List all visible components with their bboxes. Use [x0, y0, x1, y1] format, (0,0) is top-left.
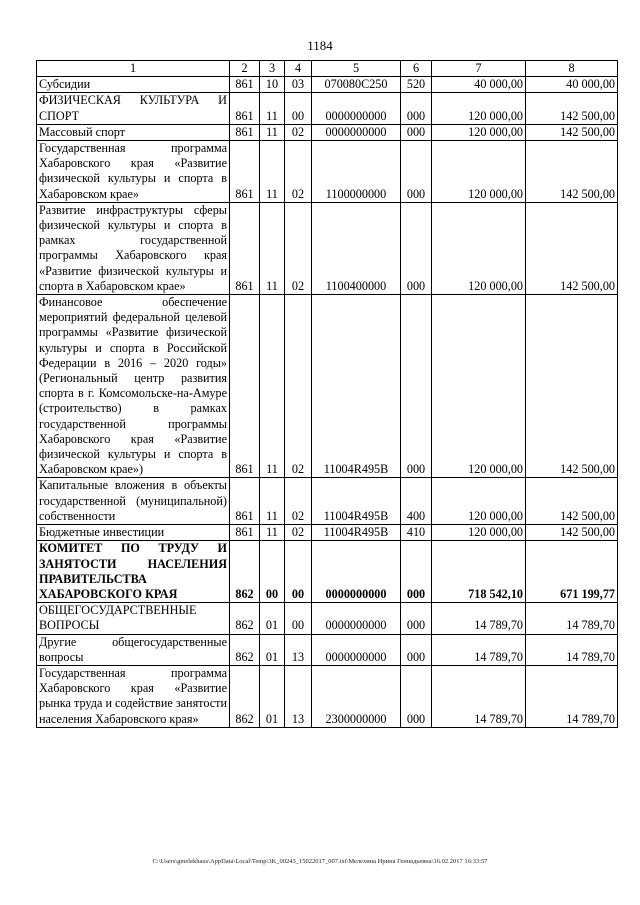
header-col-1: 1 — [37, 61, 230, 77]
row-amount-year-1: 40 000,00 — [432, 77, 526, 93]
page-number: 1184 — [307, 38, 333, 53]
header-col-3: 3 — [260, 61, 285, 77]
row-admin-code: 862 — [230, 665, 260, 727]
table-row — [37, 295, 618, 478]
row-amount-year-2: 142 500,00 — [526, 124, 618, 140]
row-amount-year-2: 671 199,77 — [526, 541, 618, 603]
row-name: Капитальные вложения в объекты государственной (муниципальной) собственности — [37, 478, 230, 525]
row-admin-code: 862 — [230, 634, 260, 665]
table-row — [37, 93, 618, 124]
row-amount-year-2: 142 500,00 — [526, 202, 618, 294]
row-amount-year-1: 120 000,00 — [432, 124, 526, 140]
row-subsection: 02 — [285, 295, 312, 478]
row-section: 11 — [260, 478, 285, 525]
table-row — [37, 634, 618, 665]
row-amount-year-1: 120 000,00 — [432, 93, 526, 124]
row-subsection: 00 — [285, 93, 312, 124]
row-amount-year-2: 142 500,00 — [526, 525, 618, 541]
row-subsection: 02 — [285, 202, 312, 294]
row-target-article: 0000000000 — [312, 603, 401, 634]
row-expense-type: 000 — [401, 665, 432, 727]
row-section: 11 — [260, 93, 285, 124]
table-row — [37, 478, 618, 525]
row-section: 11 — [260, 202, 285, 294]
row-admin-code: 861 — [230, 202, 260, 294]
row-expense-type: 000 — [401, 93, 432, 124]
table-row — [37, 665, 618, 727]
table-row — [37, 77, 618, 93]
row-amount-year-2: 142 500,00 — [526, 295, 618, 478]
row-target-article: 11004R495B — [312, 295, 401, 478]
row-section: 11 — [260, 525, 285, 541]
row-name: КОМИТЕТ ПО ТРУДУ И ЗАНЯТОСТИ НАСЕЛЕНИЯ ПРАВИТЕЛЬСТВА ХАБАРОВСКОГО КРАЯ — [37, 541, 230, 603]
row-expense-type: 410 — [401, 525, 432, 541]
row-name: Массовый спорт — [37, 124, 230, 140]
row-admin-code: 861 — [230, 525, 260, 541]
row-admin-code: 861 — [230, 77, 260, 93]
row-amount-year-1: 14 789,70 — [432, 634, 526, 665]
table-row — [37, 124, 618, 140]
row-amount-year-1: 718 542,10 — [432, 541, 526, 603]
row-expense-type: 520 — [401, 77, 432, 93]
row-subsection: 02 — [285, 141, 312, 203]
row-name: Государственная программа Хабаровского края «Развитие физической культуры и спорта в Хабаровском крае» — [37, 141, 230, 203]
row-name: Государственная программа Хабаровского края «Развитие рынка труда и содействие занятости населения Хабаровского края» — [37, 665, 230, 727]
file-path-footer: C:\Users\gmelekhaus\AppData\Local\Temp\3K_00243_15022017_007.txt\Мелехина Ирина Геннадьевна\16.02.2017 16:33:57 — [152, 858, 488, 865]
row-expense-type: 000 — [401, 634, 432, 665]
row-target-article: 1100400000 — [312, 202, 401, 294]
row-amount-year-2: 142 500,00 — [526, 478, 618, 525]
row-subsection: 13 — [285, 634, 312, 665]
table-row — [37, 202, 618, 294]
row-admin-code: 862 — [230, 603, 260, 634]
row-section: 11 — [260, 295, 285, 478]
table-row — [37, 603, 618, 634]
row-admin-code: 861 — [230, 478, 260, 525]
table-row — [37, 541, 618, 603]
row-section: 01 — [260, 665, 285, 727]
row-target-article: 0000000000 — [312, 93, 401, 124]
row-section: 01 — [260, 603, 285, 634]
row-amount-year-1: 14 789,70 — [432, 603, 526, 634]
row-name: Субсидии — [37, 77, 230, 93]
row-amount-year-1: 120 000,00 — [432, 141, 526, 203]
row-expense-type: 400 — [401, 478, 432, 525]
table-row — [37, 525, 618, 541]
row-expense-type: 000 — [401, 541, 432, 603]
row-subsection: 02 — [285, 124, 312, 140]
header-row — [37, 61, 618, 77]
row-admin-code: 861 — [230, 93, 260, 124]
row-subsection: 03 — [285, 77, 312, 93]
header-col-8: 8 — [526, 61, 618, 77]
row-target-article: 11004R495B — [312, 478, 401, 525]
row-amount-year-1: 120 000,00 — [432, 295, 526, 478]
header-col-5: 5 — [312, 61, 401, 77]
row-amount-year-2: 14 789,70 — [526, 665, 618, 727]
row-target-article: 0000000000 — [312, 124, 401, 140]
row-admin-code: 861 — [230, 124, 260, 140]
row-target-article: 11004R495B — [312, 525, 401, 541]
row-section: 01 — [260, 634, 285, 665]
row-expense-type: 000 — [401, 295, 432, 478]
row-admin-code: 862 — [230, 541, 260, 603]
row-amount-year-1: 120 000,00 — [432, 202, 526, 294]
row-target-article: 0000000000 — [312, 634, 401, 665]
row-subsection: 02 — [285, 525, 312, 541]
row-amount-year-2: 14 789,70 — [526, 603, 618, 634]
row-name: ФИЗИЧЕСКАЯ КУЛЬТУРА И СПОРТ — [37, 93, 230, 124]
row-name: ОБЩЕГОСУДАРСТВЕННЫЕ ВОПРОСЫ — [37, 603, 230, 634]
row-name: Другие общегосударственные вопросы — [37, 634, 230, 665]
row-expense-type: 000 — [401, 124, 432, 140]
row-subsection: 00 — [285, 541, 312, 603]
row-amount-year-1: 120 000,00 — [432, 525, 526, 541]
row-section: 11 — [260, 141, 285, 203]
row-expense-type: 000 — [401, 603, 432, 634]
row-target-article: 070080C250 — [312, 77, 401, 93]
row-amount-year-1: 120 000,00 — [432, 478, 526, 525]
row-amount-year-2: 142 500,00 — [526, 93, 618, 124]
table-row — [37, 141, 618, 203]
row-name: Бюджетные инвестиции — [37, 525, 230, 541]
row-expense-type: 000 — [401, 202, 432, 294]
row-subsection: 00 — [285, 603, 312, 634]
header-col-7: 7 — [432, 61, 526, 77]
header-col-2: 2 — [230, 61, 260, 77]
row-section: 00 — [260, 541, 285, 603]
row-name: Развитие инфраструктуры сферы физической культуры и спорта в рамках государственной программы Хабаровского края «Развитие физической культуры и спорта в Хабаровском крае» — [37, 202, 230, 294]
header-col-4: 4 — [285, 61, 312, 77]
row-amount-year-2: 40 000,00 — [526, 77, 618, 93]
row-amount-year-1: 14 789,70 — [432, 665, 526, 727]
header-col-6: 6 — [401, 61, 432, 77]
row-target-article: 2300000000 — [312, 665, 401, 727]
row-name: Финансовое обеспечение мероприятий федеральной целевой программы «Развитие физической культуры и спорта в Российской Федерации в 2016 – 2020 годы» (Региональный центр развития спорта в г. Комсомольске-на-Амуре (строительство) в рамках государственной программы Хабаровского края «Развитие физической культуры и спорта в Хабаровском крае») — [37, 295, 230, 478]
row-admin-code: 861 — [230, 141, 260, 203]
row-subsection: 02 — [285, 478, 312, 525]
row-section: 10 — [260, 77, 285, 93]
row-amount-year-2: 14 789,70 — [526, 634, 618, 665]
row-target-article: 0000000000 — [312, 541, 401, 603]
table-body — [37, 77, 618, 728]
row-amount-year-2: 142 500,00 — [526, 141, 618, 203]
row-target-article: 1100000000 — [312, 141, 401, 203]
budget-table — [36, 60, 618, 728]
row-subsection: 13 — [285, 665, 312, 727]
row-expense-type: 000 — [401, 141, 432, 203]
row-section: 11 — [260, 124, 285, 140]
row-admin-code: 861 — [230, 295, 260, 478]
